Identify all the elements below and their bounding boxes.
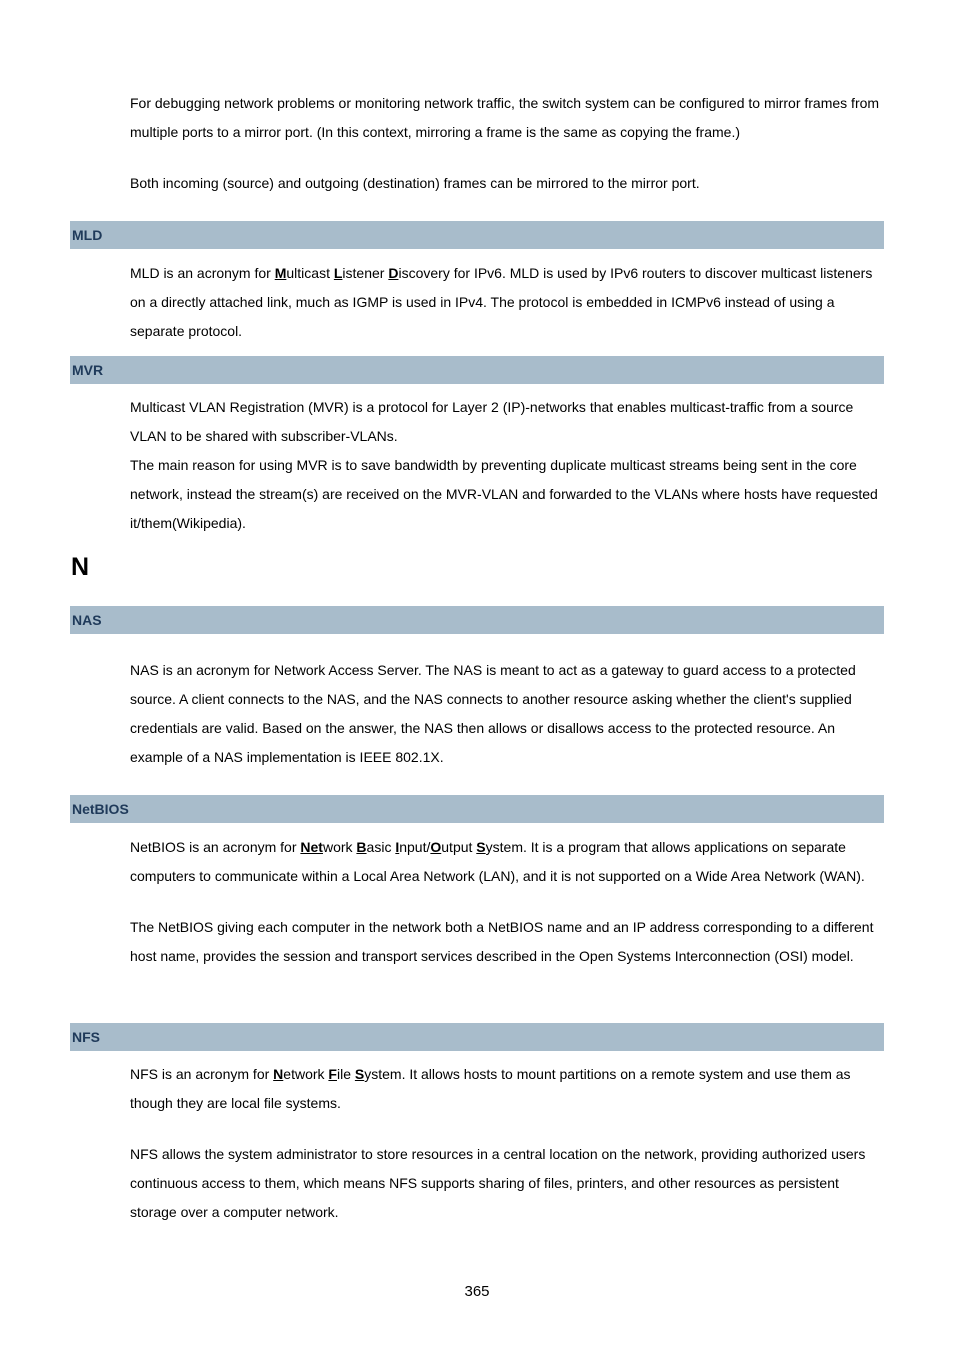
section-header-netbios: NetBIOS: [70, 795, 884, 823]
mld-text: iscovery: [398, 265, 450, 281]
netbios-acronym-b: B: [356, 839, 367, 855]
netbios-acronym-i: I: [395, 839, 400, 855]
mld-acronym-l: L: [333, 265, 343, 281]
mirror-paragraph-2: Both incoming (source) and outgoing (destination) frames can be mirrored to the mirror port.: [130, 175, 700, 191]
netbios-paragraph-1: [130, 833, 886, 891]
section-header-nfs: NFS: [70, 1023, 884, 1051]
mld-text: istener: [342, 265, 389, 281]
netbios-text: ystem: [485, 839, 523, 855]
netbios-text: asic: [366, 839, 396, 855]
netbios-text-pre: NetBIOS is an acronym for: [130, 839, 301, 855]
mld-acronym-m: M: [274, 265, 287, 281]
section-header-mld: MLD: [70, 221, 884, 249]
mld-text: ulticast: [286, 265, 334, 281]
netbios-text: work: [322, 839, 357, 855]
netbios-paragraph-2: The NetBIOS giving each computer in the network both a NetBIOS name and an IP address corresponding to a different host name, provides the session and transport services described in the Open Systems Interconnection (OSI) model.: [130, 919, 874, 964]
netbios-text-post: . It is a program that allows applications on separate computers to communicate within a Local Area Network (LAN), and it is not supported on a Wide Area Network (WAN).: [130, 839, 865, 884]
nfs-text: etwork: [283, 1066, 329, 1082]
nas-paragraph: NAS is an acronym for Network Access Server. The NAS is meant to act as a gateway to guard access to a protected source. A client connects to the NAS, and the NAS connects to another resource asking whether the client's supplied credentials are valid. Based on the answer, the NAS then allows or disallows access to the protected resource. An example of a NAS implementation is IEEE 802.1X.: [130, 662, 856, 765]
section-header-nas: NAS: [70, 606, 884, 634]
nfs-acronym-n: N: [273, 1066, 284, 1082]
nfs-paragraph-1: [130, 1060, 886, 1118]
section-letter: N: [71, 553, 90, 581]
nfs-paragraph-2: NFS allows the system administrator to store resources in a central location on the network, providing authorized users continuous access to them, which means NFS supports sharing of files, printers, and other resources as persistent storage over a computer network.: [130, 1146, 866, 1220]
mirror-paragraph-1: For debugging network problems or monitoring network traffic, the switch system can be configured to mirror frames from multiple ports to a mirror port. (In this context, mirroring a frame is the same as copying the frame.): [130, 95, 880, 140]
section-header-mvr: MVR: [70, 356, 884, 384]
netbios-acronym-o: O: [430, 839, 442, 855]
mvr-paragraph-2: The main reason for using MVR is to save bandwidth by preventing duplicate multicast streams being sent in the core network, instead the stream(s) are received on the MVR-VLAN and forwarded to the VLANs where hosts have requested it/them(Wikipedia).: [130, 457, 878, 531]
nfs-acronym-s: S: [354, 1066, 365, 1082]
netbios-acronym-s: S: [476, 839, 486, 855]
mld-text-post: for IPv6. MLD is used by IPv6 routers to discover multicast listeners on a directly attached link, much as IGMP is used in IPv4. The protocol is embedded in ICMPv6 instead of using a separate protocol.: [130, 265, 873, 339]
nfs-text: ystem: [364, 1066, 402, 1082]
netbios-acronym-net: Net: [300, 839, 323, 855]
nfs-text: ile: [336, 1066, 355, 1082]
nfs-acronym-f: F: [328, 1066, 337, 1082]
netbios-text: nput/: [399, 839, 431, 855]
mvr-paragraph-1: Multicast VLAN Registration (MVR) is a protocol for Layer 2 (IP)-networks that enables multicast-traffic from a source VLAN to be shared with subscriber-VLANs.: [130, 399, 854, 444]
mld-paragraph: [130, 259, 886, 346]
nfs-text-post: . It allows hosts to mount partitions on a remote system and use them as though they are local file systems.: [130, 1066, 851, 1111]
mld-text-pre: MLD is an acronym for: [130, 265, 275, 281]
netbios-text: utput: [441, 839, 477, 855]
mld-acronym-d: D: [388, 265, 399, 281]
nfs-text-pre: NFS is an acronym for: [130, 1066, 274, 1082]
page-number: 365: [464, 1283, 490, 1300]
